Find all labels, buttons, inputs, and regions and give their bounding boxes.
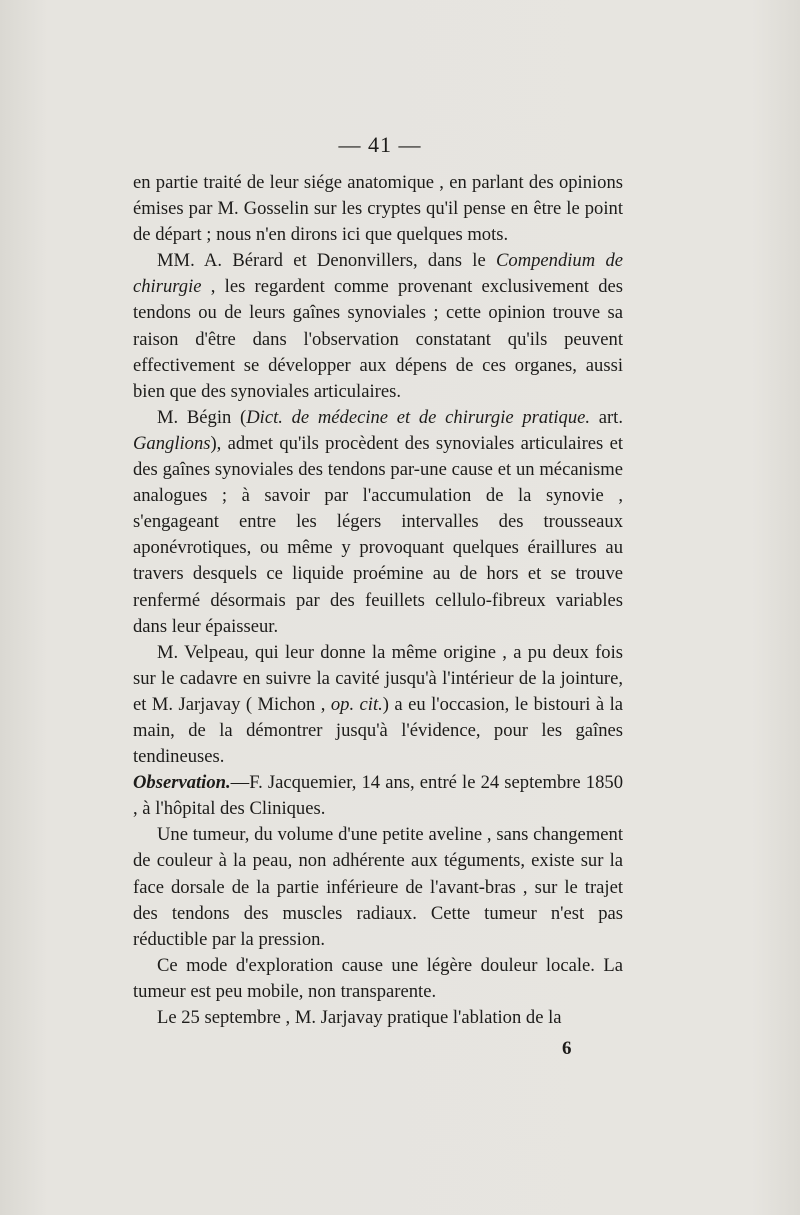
italic-run: Dict. de médecine et de chirurgie pratique.	[246, 406, 591, 428]
text-run: en partie traité de leur siége anatomique , en parlant des opinions émises par M. Gosselin sur les cryptes qu'il pense en être le point de départ ; nous n'en dirons ici que quelques mots.	[133, 172, 623, 246]
body-text	[133, 170, 623, 1031]
text-run: Ce mode d'exploration cause une légère douleur locale. La tumeur est peu mobile, non transparente.	[133, 954, 623, 1002]
text-run: ), admet qu'ils procèdent des synoviales articulaires et des gaînes synoviales des tendons par-une cause et un mécanisme analogues ; à savoir par l'accumulation de la synovie , s'engageant entre les légers intervalles des trousseaux aponévrotiques, ou même y provoquant quelques éraillures au travers desquels ce liquide proémine au de hors et se trouve renfermé désormais par des feuillets cellulo-fibreux variables dans leur épaisseur.	[133, 432, 623, 637]
paragraph	[133, 1005, 623, 1031]
text-run: M. Bégin (	[157, 406, 247, 428]
text-run: MM. A. Bérard et Denonvillers, dans le	[157, 250, 496, 272]
italic-run: Observation.	[133, 772, 231, 794]
italic-run: Compendium de chirurgie	[133, 250, 623, 298]
text-run: , les regardent comme provenant exclusivement des tendons ou de leurs gaînes synoviales ; cette opinion trouve sa raison d'être dans l'observation constatant qu'ils peuvent effectivement se développer aux dépens de ces organes, aussi bien que des synoviales articulaires.	[133, 276, 623, 402]
paragraph	[133, 953, 623, 1005]
paragraph	[133, 640, 623, 770]
italic-run: op. cit.	[330, 693, 383, 715]
page-number: — 41 —	[338, 132, 422, 157]
text-run: ) a eu l'occasion, le bistouri à la main, de la démontrer jusqu'à l'évidence, pour les gaînes tendineuses.	[133, 693, 623, 768]
paragraph	[133, 822, 623, 952]
paragraph	[133, 170, 623, 248]
text-run: Une tumeur, du volume d'une petite aveline , sans changement de couleur à la peau, non adhérente aux téguments, existe sur la face dorsale de la partie inférieure de l'avant-bras , sur le trajet des tendons des muscles radiaux. Cette tumeur n'est pas réductible par la pression.	[133, 824, 623, 950]
paragraph	[133, 248, 623, 405]
paragraph	[133, 770, 623, 822]
text-run: Le 25 septembre , M. Jarjavay pratique l'ablation de la	[157, 1007, 562, 1028]
text-run: art.	[590, 406, 623, 428]
italic-run: Ganglions	[133, 432, 211, 454]
paragraph	[133, 405, 623, 640]
signature-mark: 6	[562, 1038, 572, 1059]
text-run: —F. Jacquemier, 14 ans, entré le 24 septembre 1850 , à l'hôpital des Cliniques.	[133, 772, 623, 820]
text-run: M. Velpeau, qui leur donne la même origine , a pu deux fois sur le cadavre en suivre la cavité jusqu'à l'intérieur de la jointure, et M. Jarjavay ( Michon ,	[133, 641, 623, 715]
